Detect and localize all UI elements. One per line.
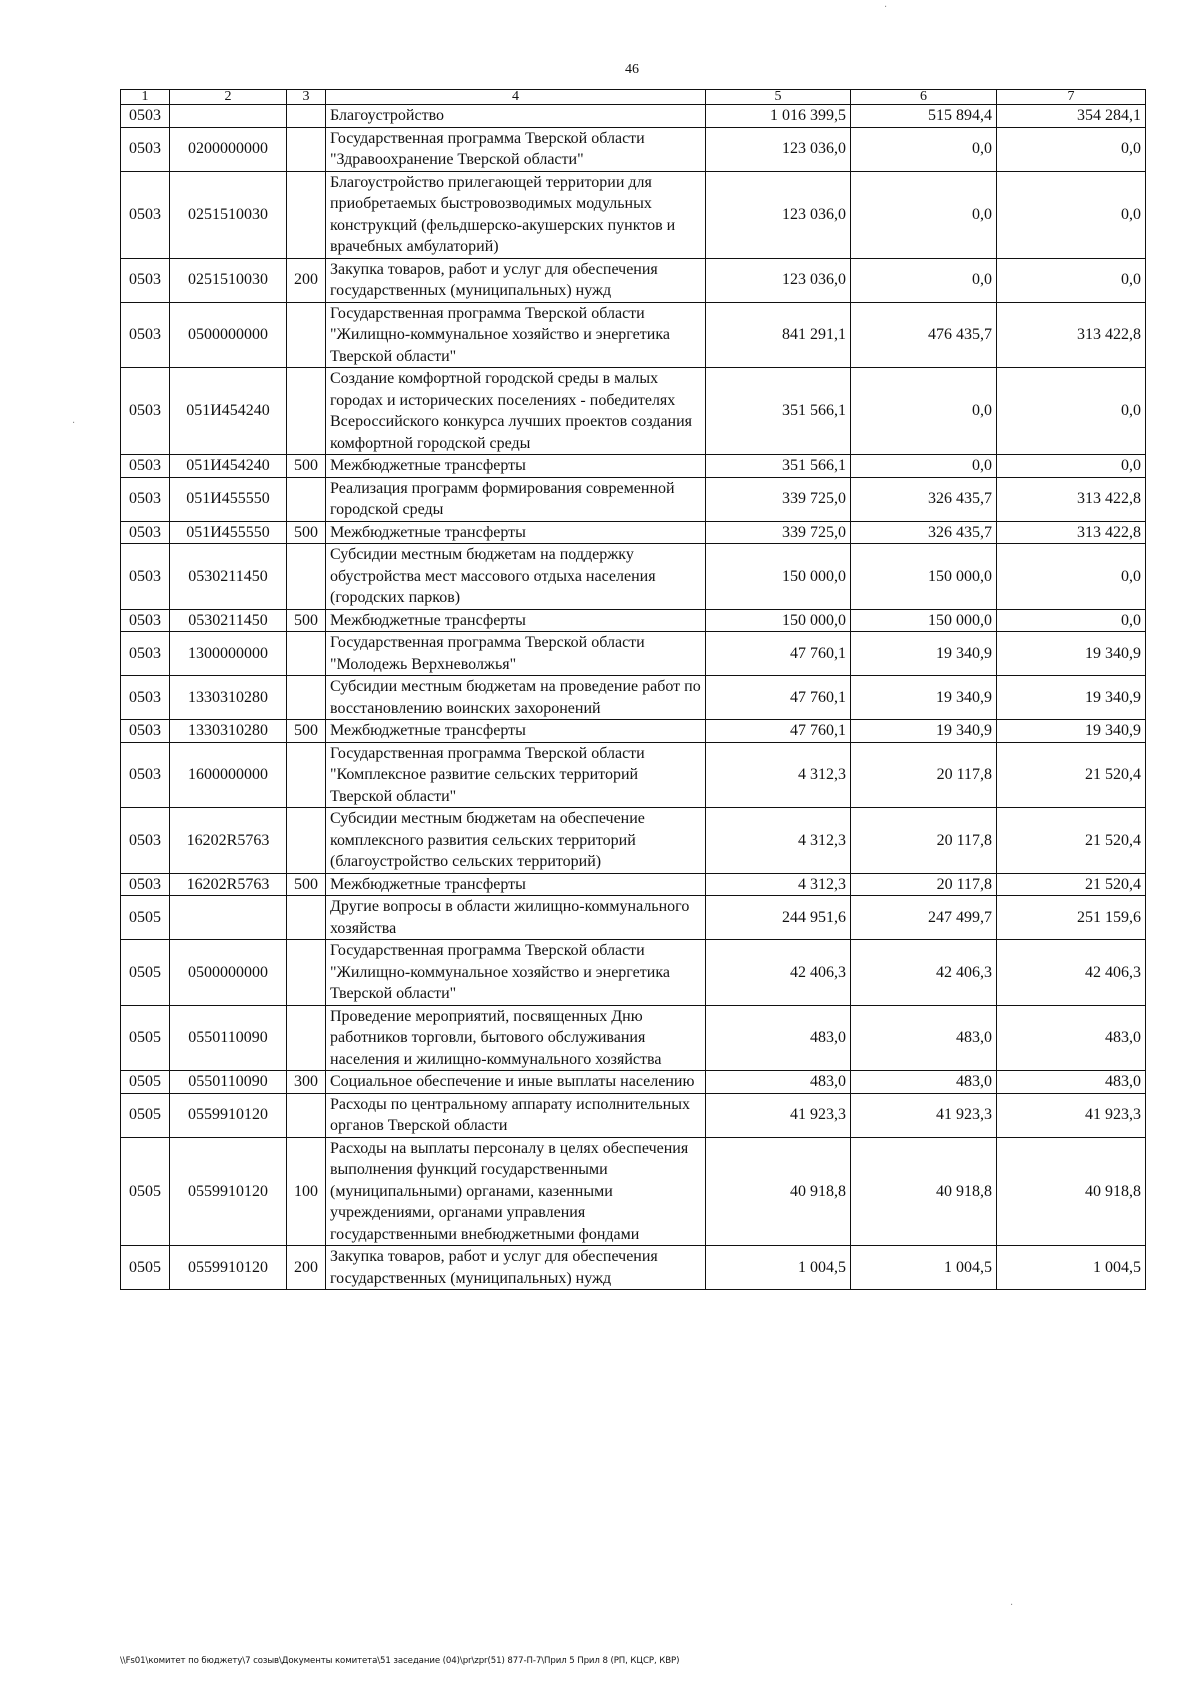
description-cell: Благоустройство [326, 105, 706, 128]
target-article-cell: 0530211450 [170, 609, 287, 632]
amount-col6-cell: 20 117,8 [851, 873, 997, 896]
description-cell: Реализация программ формирования современной городской среды [326, 477, 706, 521]
table-body [121, 105, 1146, 1290]
amount-col6-cell: 20 117,8 [851, 742, 997, 808]
section-code-cell: 0503 [121, 873, 170, 896]
amount-col7-cell: 0,0 [997, 455, 1146, 478]
table-row [121, 1005, 1146, 1071]
column-number-row [121, 90, 1146, 105]
amount-col5-cell: 42 406,3 [706, 940, 851, 1006]
column-header-5: 5 [706, 90, 851, 105]
table-row [121, 368, 1146, 455]
description-cell: Межбюджетные трансферты [326, 873, 706, 896]
description-cell: Расходы по центральному аппарату исполнительных органов Тверской области [326, 1093, 706, 1137]
amount-col6-cell: 40 918,8 [851, 1137, 997, 1246]
table-row [121, 455, 1146, 478]
section-code-cell: 0505 [121, 896, 170, 940]
amount-col7-cell: 313 422,8 [997, 477, 1146, 521]
amount-col7-cell: 41 923,3 [997, 1093, 1146, 1137]
amount-col7-cell: 21 520,4 [997, 873, 1146, 896]
section-code-cell: 0503 [121, 258, 170, 302]
amount-col5-cell: 47 760,1 [706, 720, 851, 743]
amount-col5-cell: 483,0 [706, 1005, 851, 1071]
table-row [121, 477, 1146, 521]
column-header-7: 7 [997, 90, 1146, 105]
table-row [121, 940, 1146, 1006]
expense-type-cell: 200 [287, 258, 326, 302]
table-row [121, 544, 1146, 610]
expense-type-cell: 500 [287, 720, 326, 743]
expense-type-cell [287, 105, 326, 128]
description-cell: Государственная программа Тверской области "Жилищно-коммунальное хозяйство и энергетика Тверской области" [326, 302, 706, 368]
section-code-cell: 0505 [121, 1137, 170, 1246]
table-row [121, 609, 1146, 632]
amount-col7-cell: 19 340,9 [997, 720, 1146, 743]
section-code-cell: 0503 [121, 368, 170, 455]
description-cell: Закупка товаров, работ и услуг для обеспечения государственных (муниципальных) нужд [326, 258, 706, 302]
table-row [121, 676, 1146, 720]
amount-col5-cell: 339 725,0 [706, 477, 851, 521]
table-row [121, 808, 1146, 874]
section-code-cell: 0503 [121, 609, 170, 632]
target-article-cell: 0500000000 [170, 302, 287, 368]
section-code-cell: 0505 [121, 1005, 170, 1071]
amount-col7-cell: 40 918,8 [997, 1137, 1146, 1246]
amount-col6-cell: 515 894,4 [851, 105, 997, 128]
table-row [121, 302, 1146, 368]
description-cell: Субсидии местным бюджетам на поддержку обустройства мест массового отдыха населения (городских парков) [326, 544, 706, 610]
column-header-6: 6 [851, 90, 997, 105]
section-code-cell: 0503 [121, 127, 170, 171]
table-row [121, 171, 1146, 258]
amount-col5-cell: 4 312,3 [706, 808, 851, 874]
amount-col7-cell: 19 340,9 [997, 676, 1146, 720]
target-article-cell: 0500000000 [170, 940, 287, 1006]
section-code-cell: 0503 [121, 720, 170, 743]
section-code-cell: 0503 [121, 521, 170, 544]
target-article-cell: 0559910120 [170, 1246, 287, 1290]
expense-type-cell: 100 [287, 1137, 326, 1246]
expense-type-cell [287, 742, 326, 808]
target-article-cell: 1330310280 [170, 720, 287, 743]
table-row [121, 873, 1146, 896]
amount-col5-cell: 841 291,1 [706, 302, 851, 368]
amount-col6-cell: 1 004,5 [851, 1246, 997, 1290]
expense-type-cell: 500 [287, 609, 326, 632]
expense-type-cell [287, 1093, 326, 1137]
expense-type-cell [287, 127, 326, 171]
expense-type-cell [287, 302, 326, 368]
description-cell: Государственная программа Тверской области "Здравоохранение Тверской области" [326, 127, 706, 171]
amount-col6-cell: 0,0 [851, 455, 997, 478]
amount-col5-cell: 41 923,3 [706, 1093, 851, 1137]
description-cell: Социальное обеспечение и иные выплаты населению [326, 1071, 706, 1094]
expense-type-cell [287, 632, 326, 676]
expense-type-cell: 500 [287, 521, 326, 544]
amount-col6-cell: 0,0 [851, 127, 997, 171]
column-header-1: 1 [121, 90, 170, 105]
expense-type-cell [287, 477, 326, 521]
footer-file-path: \\Fs01\комитет по бюджету\7 созыв\Документы комитета\51 заседание (04)\pr\zpr(51) 877-П-7\Прил 5 Прил 8 (РП, КЦСР, КВР) [120, 1656, 680, 1666]
amount-col7-cell: 1 004,5 [997, 1246, 1146, 1290]
scan-speck: · [72, 418, 76, 429]
amount-col6-cell: 19 340,9 [851, 632, 997, 676]
column-header-3: 3 [287, 90, 326, 105]
amount-col6-cell: 0,0 [851, 171, 997, 258]
page-number: 46 [625, 62, 639, 77]
amount-col7-cell: 21 520,4 [997, 808, 1146, 874]
amount-col7-cell: 0,0 [997, 258, 1146, 302]
section-code-cell: 0505 [121, 1246, 170, 1290]
target-article-cell: 0550110090 [170, 1071, 287, 1094]
target-article-cell: 0251510030 [170, 171, 287, 258]
target-article-cell: 051И455550 [170, 477, 287, 521]
amount-col7-cell: 313 422,8 [997, 521, 1146, 544]
table-row [121, 105, 1146, 128]
amount-col6-cell: 20 117,8 [851, 808, 997, 874]
target-article-cell: 1300000000 [170, 632, 287, 676]
target-article-cell: 16202R5763 [170, 873, 287, 896]
amount-col6-cell: 476 435,7 [851, 302, 997, 368]
amount-col6-cell: 326 435,7 [851, 477, 997, 521]
amount-col5-cell: 351 566,1 [706, 368, 851, 455]
section-code-cell: 0503 [121, 808, 170, 874]
table-row [121, 720, 1146, 743]
description-cell: Межбюджетные трансферты [326, 455, 706, 478]
amount-col5-cell: 244 951,6 [706, 896, 851, 940]
amount-col5-cell: 4 312,3 [706, 742, 851, 808]
amount-col5-cell: 40 918,8 [706, 1137, 851, 1246]
amount-col7-cell: 483,0 [997, 1071, 1146, 1094]
table-row [121, 632, 1146, 676]
amount-col7-cell: 19 340,9 [997, 632, 1146, 676]
description-cell: Проведение мероприятий, посвященных Дню работников торговли, бытового обслуживания населения и жилищно-коммунального хозяйства [326, 1005, 706, 1071]
table-row [121, 1137, 1146, 1246]
amount-col6-cell: 483,0 [851, 1005, 997, 1071]
section-code-cell: 0503 [121, 742, 170, 808]
amount-col5-cell: 123 036,0 [706, 171, 851, 258]
amount-col7-cell: 21 520,4 [997, 742, 1146, 808]
expense-type-cell: 500 [287, 455, 326, 478]
expense-type-cell [287, 171, 326, 258]
scan-speck: · [1010, 1600, 1014, 1611]
section-code-cell: 0503 [121, 171, 170, 258]
amount-col6-cell: 483,0 [851, 1071, 997, 1094]
amount-col5-cell: 123 036,0 [706, 127, 851, 171]
column-header-4: 4 [326, 90, 706, 105]
amount-col6-cell: 19 340,9 [851, 676, 997, 720]
amount-col5-cell: 150 000,0 [706, 609, 851, 632]
description-cell: Благоустройство прилегающей территории для приобретаемых быстровозводимых модульных конструкций (фельдшерско-акушерских пунктов и врачебных амбулаторий) [326, 171, 706, 258]
section-code-cell: 0503 [121, 105, 170, 128]
description-cell: Межбюджетные трансферты [326, 720, 706, 743]
amount-col7-cell: 354 284,1 [997, 105, 1146, 128]
target-article-cell: 051И455550 [170, 521, 287, 544]
expense-type-cell [287, 896, 326, 940]
target-article-cell [170, 105, 287, 128]
amount-col6-cell: 150 000,0 [851, 544, 997, 610]
expense-type-cell: 200 [287, 1246, 326, 1290]
column-header-2: 2 [170, 90, 287, 105]
target-article-cell: 1600000000 [170, 742, 287, 808]
amount-col7-cell: 251 159,6 [997, 896, 1146, 940]
amount-col7-cell: 0,0 [997, 544, 1146, 610]
amount-col6-cell: 0,0 [851, 368, 997, 455]
amount-col6-cell: 150 000,0 [851, 609, 997, 632]
description-cell: Другие вопросы в области жилищно-коммунального хозяйства [326, 896, 706, 940]
target-article-cell: 051И454240 [170, 368, 287, 455]
table-row [121, 1071, 1146, 1094]
amount-col6-cell: 326 435,7 [851, 521, 997, 544]
expense-type-cell [287, 1005, 326, 1071]
target-article-cell: 0550110090 [170, 1005, 287, 1071]
expense-type-cell [287, 940, 326, 1006]
target-article-cell: 1330310280 [170, 676, 287, 720]
amount-col6-cell: 247 499,7 [851, 896, 997, 940]
section-code-cell: 0503 [121, 477, 170, 521]
amount-col6-cell: 41 923,3 [851, 1093, 997, 1137]
table-row [121, 521, 1146, 544]
expense-type-cell [287, 676, 326, 720]
target-article-cell [170, 896, 287, 940]
amount-col6-cell: 19 340,9 [851, 720, 997, 743]
target-article-cell: 0530211450 [170, 544, 287, 610]
table-row [121, 896, 1146, 940]
amount-col5-cell: 1 004,5 [706, 1246, 851, 1290]
table-row [121, 127, 1146, 171]
amount-col5-cell: 123 036,0 [706, 258, 851, 302]
expense-type-cell: 500 [287, 873, 326, 896]
expense-type-cell [287, 544, 326, 610]
expense-type-cell [287, 808, 326, 874]
amount-col7-cell: 0,0 [997, 609, 1146, 632]
amount-col7-cell: 0,0 [997, 171, 1146, 258]
amount-col5-cell: 483,0 [706, 1071, 851, 1094]
amount-col6-cell: 42 406,3 [851, 940, 997, 1006]
target-article-cell: 0200000000 [170, 127, 287, 171]
amount-col5-cell: 47 760,1 [706, 632, 851, 676]
description-cell: Межбюджетные трансферты [326, 609, 706, 632]
section-code-cell: 0503 [121, 544, 170, 610]
amount-col5-cell: 339 725,0 [706, 521, 851, 544]
target-article-cell: 0251510030 [170, 258, 287, 302]
description-cell: Закупка товаров, работ и услуг для обеспечения государственных (муниципальных) нужд [326, 1246, 706, 1290]
scan-speck: · [884, 2, 888, 13]
amount-col5-cell: 1 016 399,5 [706, 105, 851, 128]
section-code-cell: 0503 [121, 632, 170, 676]
amount-col7-cell: 313 422,8 [997, 302, 1146, 368]
table-row [121, 1093, 1146, 1137]
section-code-cell: 0505 [121, 1093, 170, 1137]
table-row [121, 1246, 1146, 1290]
section-code-cell: 0503 [121, 302, 170, 368]
target-article-cell: 0559910120 [170, 1093, 287, 1137]
section-code-cell: 0505 [121, 1071, 170, 1094]
table-row [121, 258, 1146, 302]
amount-col7-cell: 42 406,3 [997, 940, 1146, 1006]
description-cell: Субсидии местным бюджетам на проведение работ по восстановлению воинских захоронений [326, 676, 706, 720]
description-cell: Расходы на выплаты персоналу в целях обеспечения выполнения функций государственными (муниципальными) органами, казенными учреждениями, органами управления государственными внебюджетными фондами [326, 1137, 706, 1246]
amount-col5-cell: 47 760,1 [706, 676, 851, 720]
target-article-cell: 0559910120 [170, 1137, 287, 1246]
description-cell: Субсидии местным бюджетам на обеспечение комплексного развития сельских территорий (благоустройство сельских территорий) [326, 808, 706, 874]
amount-col6-cell: 0,0 [851, 258, 997, 302]
expense-type-cell [287, 368, 326, 455]
description-cell: Межбюджетные трансферты [326, 521, 706, 544]
amount-col7-cell: 0,0 [997, 127, 1146, 171]
amount-col7-cell: 483,0 [997, 1005, 1146, 1071]
amount-col5-cell: 351 566,1 [706, 455, 851, 478]
section-code-cell: 0505 [121, 940, 170, 1006]
amount-col5-cell: 4 312,3 [706, 873, 851, 896]
section-code-cell: 0503 [121, 676, 170, 720]
target-article-cell: 16202R5763 [170, 808, 287, 874]
amount-col5-cell: 150 000,0 [706, 544, 851, 610]
table-row [121, 742, 1146, 808]
description-cell: Государственная программа Тверской области "Жилищно-коммунальное хозяйство и энергетика Тверской области" [326, 940, 706, 1006]
description-cell: Государственная программа Тверской области "Молодежь Верхневолжья" [326, 632, 706, 676]
description-cell: Создание комфортной городской среды в малых городах и исторических поселениях - победителях Всероссийского конкурса лучших проектов создания комфортной городской среды [326, 368, 706, 455]
expense-type-cell: 300 [287, 1071, 326, 1094]
amount-col7-cell: 0,0 [997, 368, 1146, 455]
budget-table [120, 89, 1146, 1290]
target-article-cell: 051И454240 [170, 455, 287, 478]
section-code-cell: 0503 [121, 455, 170, 478]
description-cell: Государственная программа Тверской области "Комплексное развитие сельских территорий Тверской области" [326, 742, 706, 808]
